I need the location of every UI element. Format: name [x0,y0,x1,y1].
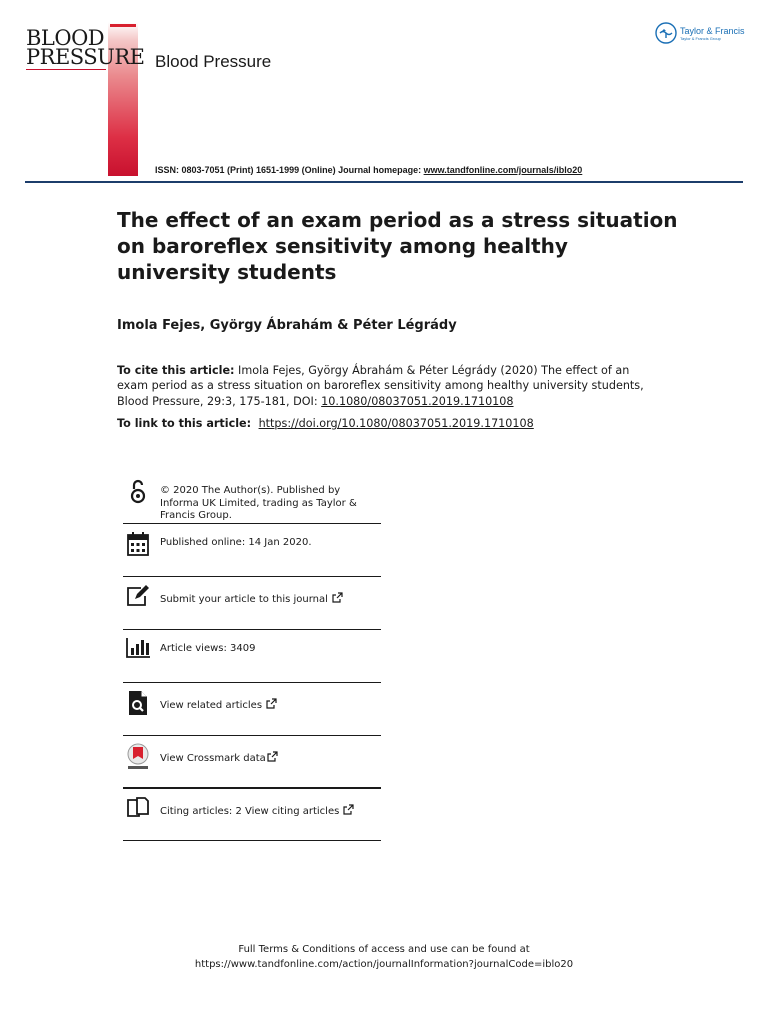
cover-title [26,26,145,69]
open-access-icon [123,479,153,507]
crossmark-text [160,751,278,766]
citing-articles-text [160,804,354,819]
search-document-icon [123,690,153,718]
authors: Imola Fejes, György Ábrahám & Péter Légrády [117,318,457,333]
published-item [123,531,381,559]
tf-logo-icon [655,22,677,44]
article-views-text: Article views: 3409 [160,643,256,654]
published-text: Published online: 14 Jan 2020. [160,537,312,548]
issn-line [155,165,582,175]
cite-text: Imola Fejes, György Ábrahám & Péter Légrády (2020) The effect of an exam period as a stress situation on baroreflex sensitivity among healthy university students, Blood Pressure, 29:3, 175-181, DOI: [117,364,644,408]
related-articles-item[interactable] [123,690,381,718]
info-divider [123,576,381,577]
info-divider [123,840,381,841]
citing-articles-label: Citing articles: 2 View citing articles [160,806,340,817]
issn-text: ISSN: 0803-7051 (Print) 1651-1999 (Online) Journal homepage: [155,165,424,175]
cover-title-line1: BLOOD [26,26,105,50]
related-articles-label: View related articles [160,700,263,711]
open-access-text: © 2020 The Author(s). Published by Informa UK Limited, trading as Taylor & Francis Group. [160,485,357,522]
cover-strip-top [110,24,136,27]
submit-article-label: Submit your article to this journal [160,594,328,605]
tf-logo-name: Taylor & Francis [680,25,745,36]
external-link-icon [267,751,278,762]
external-link-icon [343,804,354,815]
cover-divider [26,69,106,70]
publisher-logo[interactable] [655,22,745,44]
info-divider [123,735,381,736]
journal-name[interactable]: Blood Pressure [155,52,272,71]
article-link-line [117,417,534,430]
external-link-icon [266,698,277,709]
info-divider [123,629,381,630]
calendar-icon [123,531,153,559]
journal-homepage-link[interactable]: www.tandfonline.com/journals/iblo20 [423,165,583,175]
submit-article-item[interactable] [123,584,381,612]
cover-title-line2: PRESSURE [26,45,145,69]
journal-cover [24,22,145,178]
external-link-icon [332,592,343,603]
bar-chart-icon [123,637,153,665]
article-title: The effect of an exam period as a stress situation on baroreflex sensitivity among healthy university students [117,208,678,284]
tf-logo-group: Taylor & Francis Group [680,35,721,41]
info-divider [123,523,381,524]
info-divider [123,787,381,789]
link-label: To link to this article: [117,417,255,430]
edit-icon [123,584,153,612]
open-access-item [123,479,381,523]
footer-line1: Full Terms & Conditions of access and use can be found at [238,944,530,955]
submit-article-text [160,592,343,607]
article-views-item [123,637,381,665]
crossmark-icon [123,743,153,771]
citation [117,363,657,409]
related-articles-text [160,698,277,713]
info-divider [123,682,381,683]
cite-label: To cite this article: [117,364,235,377]
footer [0,942,768,972]
article-url-link[interactable]: https://doi.org/10.1080/08037051.2019.1710108 [258,417,534,430]
crossmark-item[interactable] [123,743,381,771]
header-rule [25,181,743,183]
citing-icon [123,796,153,824]
doi-link[interactable]: 10.1080/08037051.2019.1710108 [321,394,514,408]
crossmark-label: View Crossmark data [160,753,266,764]
citing-articles-item[interactable] [123,796,381,824]
footer-terms-link[interactable]: https://www.tandfonline.com/action/journalInformation?journalCode=iblo20 [194,959,574,970]
